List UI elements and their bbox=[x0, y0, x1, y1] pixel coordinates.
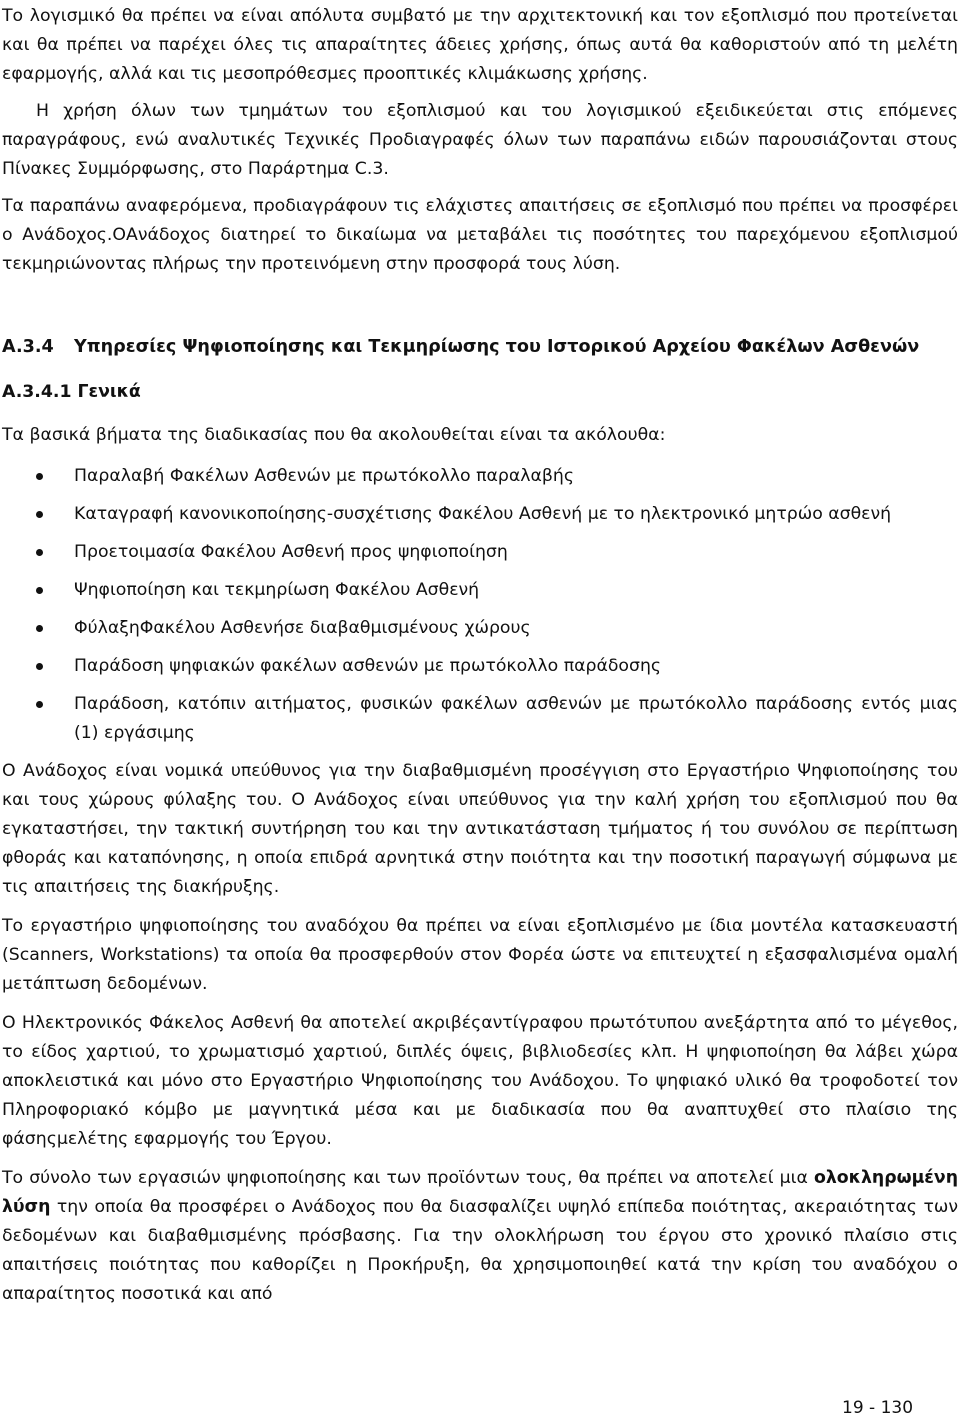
bullet-icon bbox=[36, 663, 43, 670]
paragraph-equipment-usage: Η χρήση όλων των τμημάτων του εξοπλισμού και του λογισμικού εξειδικεύεται στις επόμενες παραγράφους, ενώ αναλυτικές Τεχνικές Προδιαγραφές όλων των παραπάνω ειδών παρουσιάζονται στους Πίνακες Συμμόρφωσης, στο Παράρτημα C.3. bbox=[2, 101, 958, 179]
list-item-text: Παραλαβή Φακέλων Ασθενών με πρωτόκολλο παραλαβής bbox=[74, 466, 574, 486]
bullet-icon bbox=[36, 625, 43, 632]
list-item bbox=[2, 462, 958, 491]
list-item-text: ΦύλαξηΦακέλου Ασθενήσε διαβαθμισμένους χώρους bbox=[74, 618, 531, 638]
final-text-after: την οποία θα προσφέρει ο Ανάδοχος που θα διασφαλίζει υψηλό επίπεδα ποιότητας, ακεραιότητας των δεδομένων και διαβαθμισμένης πρόσβασης. Για την ολοκλήρωση του έργου στο χρονικό πλαίσιο στις απαιτήσεις ποιότητας που καθορίζει η Προκήρυξη, θα χρησιμοποιηθεί κατά την κρίση του αναδόχου ο απαραίτητος ποσοτικά και από bbox=[2, 1197, 958, 1304]
bullet-icon bbox=[36, 701, 43, 708]
section-number: A.3.4 bbox=[2, 337, 54, 357]
steps-list bbox=[2, 462, 958, 748]
list-item-text: Καταγραφή κανονικοποίησης-συσχέτισης Φακέλου Ασθενή με το ηλεκτρονικό μητρώο ασθενή bbox=[74, 504, 892, 524]
list-item bbox=[2, 614, 958, 643]
list-item bbox=[2, 690, 958, 748]
paragraph-lab-equipment: Το εργαστήριο ψηφιοποίησης του αναδόχου θα πρέπει να είναι εξοπλισμένο με ίδια μοντέλα κατασκευαστή (Scanners, Workstations) τα οποία θα προσφερθούν στον Φορέα ώστε να επιτευχτεί η εξασφαλισμένα ομαλή μετάπτωση δεδομένων. bbox=[2, 916, 958, 994]
paragraph-legal-responsibility: Ο Ανάδοχος είναι νομικά υπεύθυνος για την διαβαθμισμένη προσέγγιση στο Εργαστήριο Ψηφιοποίησης του και τους χώρους φύλαξης του. Ο Ανάδοχος είναι υπεύθυνος για την καλή χρήση του εξοπλισμού που θα εγκαταστήσει, την τακτική συντήρηση του και την αντικατάσταση τμήματος ή του συνόλου σε περίπτωση φθοράς και καταπόνησης, η οποία επιδρά αρνητικά στην ποιότητα και την ποσοτική παραγωγή σύμφωνα με τις απαιτήσεις της διακήρυξης. bbox=[2, 761, 958, 897]
list-item-text: Προετοιμασία Φακέλου Ασθενή προς ψηφιοποίηση bbox=[74, 542, 508, 562]
bullet-icon bbox=[36, 587, 43, 594]
list-item bbox=[2, 652, 958, 681]
list-item bbox=[2, 538, 958, 567]
page-number: 19 - 130 bbox=[842, 1398, 914, 1418]
paragraph-electronic-record: Ο Ηλεκτρονικός Φάκελος Ασθενή θα αποτελεί ακριβέςαντίγραφου πρωτότυπου ανεξάρτητα από το μέγεθος, το είδος χαρτιού, το χρωματισμό χαρτιού, διπλές όψεις, βιβλιοδεσίες κλπ. Η ψηφιοποίηση θα λάβει χώρα αποκλειστικά και μόνο στο Εργαστήριο Ψηφιοποίησης του Ανάδοχου. Το ψηφιακό υλικό θα τροφοδοτεί τον Πληροφοριακό κόμβο με μαγνητικά μέσα και με διαδικασία που θα αναπτυχθεί στο πλαίσιο της φάσηςμελέτης εφαρμογής του Έργου. bbox=[2, 1013, 958, 1149]
section-title: Υπηρεσίες Ψηφιοποίησης και Τεκμηρίωσης του Ιστορικού Αρχείου Φακέλων Ασθενών bbox=[74, 337, 920, 357]
page-content bbox=[2, 2, 958, 1309]
list-item bbox=[2, 576, 958, 605]
list-item-text: Παράδοση, κατόπιν αιτήματος, φυσικών φακέλων ασθενών με πρωτόκολλο παράδοσης εντός μιας (1) εργάσιμης bbox=[74, 694, 958, 743]
list-item bbox=[2, 500, 958, 529]
paragraph-minimum-requirements: Τα παραπάνω αναφερόμενα, προδιαγράφουν τις ελάχιστες απαιτήσεις σε εξοπλισμό που πρέπει να προσφέρει ο Ανάδοχος.ΟΑνάδοχος διατηρεί το δικαίωμα να μεταβάλει τις ποσότητες του παρεχόμενου εξοπλισμού τεκμηριώνοντας πλήρως την προτεινόμενη στην προσφορά τους λύση. bbox=[2, 196, 958, 274]
list-item-text: Ψηφιοποίηση και τεκμηρίωση Φακέλου Ασθενή bbox=[74, 580, 480, 600]
paragraph-integrated-solution bbox=[2, 1164, 958, 1309]
final-text-bold: ολοκληρωμένη λύση bbox=[2, 1168, 958, 1217]
bullet-icon bbox=[36, 473, 43, 480]
paragraph-software-compatibility: Το λογισμικό θα πρέπει να είναι απόλυτα συμβατό με την αρχιτεκτονική και τον εξοπλισμό που προτείνεται και θα πρέπει να παρέχει όλες τις απαραίτητες άδειες χρήσης, όπως αυτά θα καθοριστούν από τη μελέτη εφαρμογής, αλλά και τις μεσοπρόθεσμες προοπτικές κλιμάκωσης χρήσης. bbox=[2, 6, 958, 84]
subsection-heading: A.3.4.1 Γενικά bbox=[2, 382, 141, 402]
list-item-text: Παράδοση ψηφιακών φακέλων ασθενών με πρωτόκολλο παράδοσης bbox=[74, 656, 662, 676]
steps-intro: Τα βασικά βήματα της διαδικασίας που θα ακολουθείται είναι τα ακόλουθα: bbox=[2, 425, 666, 445]
bullet-icon bbox=[36, 549, 43, 556]
final-text-before: Το σύνολο των εργασιών ψηφιοποίησης και των προϊόντων τους, θα πρέπει να αποτελεί μια bbox=[2, 1168, 814, 1188]
section-heading bbox=[2, 333, 958, 362]
bullet-icon bbox=[36, 511, 43, 518]
